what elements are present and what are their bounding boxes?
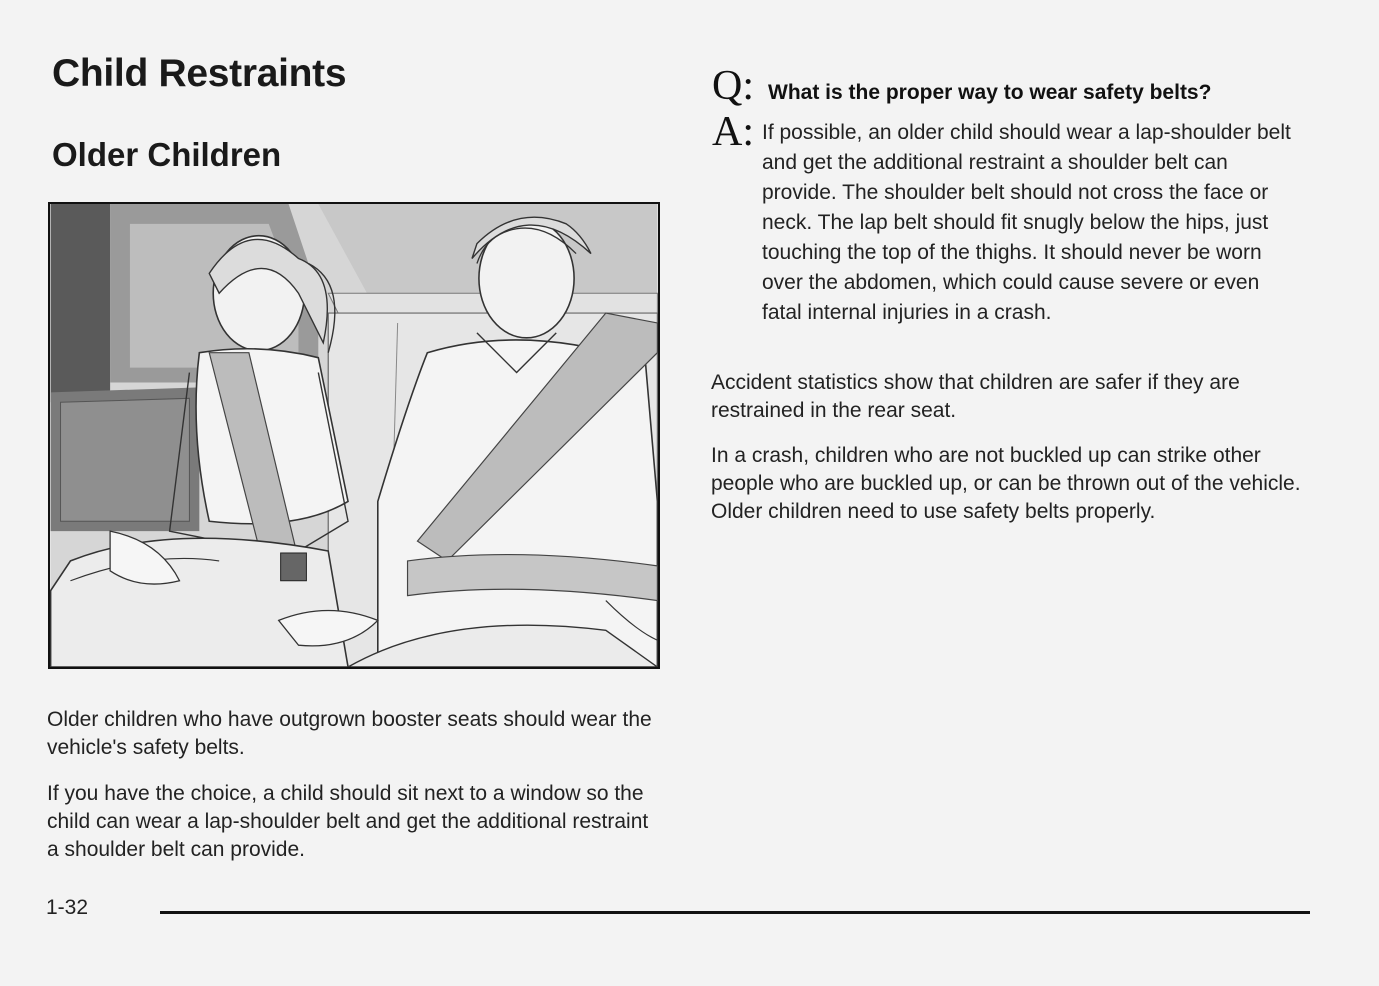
booster-outgrown-paragraph: Older children who have outgrown booster seats should wear the vehicle's safety belts. xyxy=(47,708,652,759)
illustration-children-in-safety-belts xyxy=(48,202,660,669)
page-number: 1-32 xyxy=(46,896,89,919)
crash-risk-paragraph: In a crash, children who are not buckled up can strike other people who are buckled up, or can be thrown out of the vehicle. Older children need to use safety belts properly. xyxy=(711,444,1301,523)
question-block xyxy=(712,62,1211,110)
footer-rule xyxy=(160,911,1310,914)
answer-text: If possible, an older child should wear a lap-shoulder belt and get the additional restraint a shoulder belt can provide. The shoulder belt should not cross the face or neck. The lap belt should fit snugly below the hips, just touching the top of the thighs. It should never be worn over the abdomen, which could cause severe or even fatal internal injuries in a crash. xyxy=(762,121,1291,324)
accident-statistics-paragraph: Accident statistics show that children are safer if they are restrained in the rear seat. xyxy=(711,371,1240,422)
window-seat-paragraph: If you have the choice, a child should sit next to a window so the child can wear a lap-shoulder belt and get the additional restraint a shoulder belt can provide. xyxy=(47,782,649,861)
answer-label: A: xyxy=(712,109,754,155)
question-text: What is the proper way to wear safety belts? xyxy=(768,81,1212,104)
question-label: Q: xyxy=(712,63,754,109)
section-title: Older Children xyxy=(52,136,282,173)
illustration-drawing xyxy=(50,204,658,667)
page-title: Child Restraints xyxy=(52,52,347,95)
